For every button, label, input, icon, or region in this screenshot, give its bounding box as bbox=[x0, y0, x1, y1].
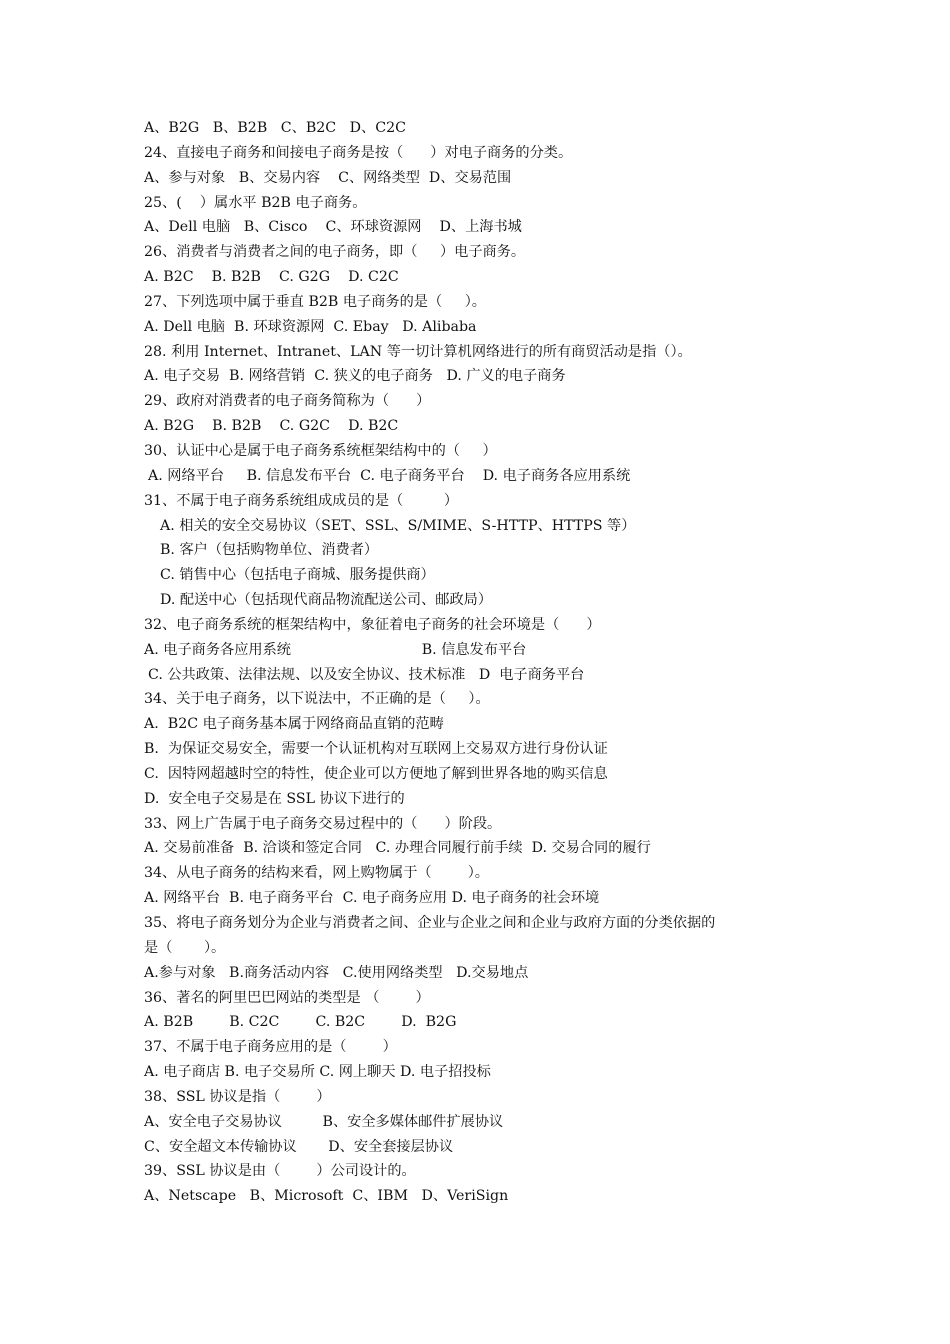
text-line: 34、关于电子商务，以下说法中，不正确的是（ ）。 bbox=[144, 691, 490, 708]
text-line: 39、SSL 协议是由（ ）公司设计的。 bbox=[144, 1163, 416, 1180]
text-line: B. 客户（包括购物单位、消费者） bbox=[160, 542, 379, 559]
text-line: A. B2C 电子商务基本属于网络商品直销的范畴 bbox=[144, 716, 444, 733]
text-line: C. 销售中心（包括电子商城、服务提供商） bbox=[160, 567, 435, 584]
text-line: 36、著名的阿里巴巴网站的类型是 （ ） bbox=[144, 989, 430, 1006]
text-line: C. 因特网超越时空的特性，使企业可以方便地了解到世界各地的购买信息 bbox=[144, 765, 608, 782]
text-line: 34、从电子商务的结构来看，网上购物属于（ ）。 bbox=[144, 865, 489, 882]
text-line: 27、下列选项中属于垂直 B2B 电子商务的是（ ）。 bbox=[144, 293, 486, 310]
text-line: A. B2G B. B2B C. G2C D. B2C bbox=[144, 418, 399, 435]
text-line: B. 为保证交易安全，需要一个认证机构对互联网上交易双方进行身份认证 bbox=[144, 741, 608, 758]
question-list bbox=[144, 116, 824, 1209]
text-line: 26、消费者与消费者之间的电子商务，即（ ）电子商务。 bbox=[144, 244, 526, 261]
text-line: 是（ ）。 bbox=[144, 939, 226, 956]
text-line: D. 安全电子交易是在 SSL 协议下进行的 bbox=[144, 790, 405, 807]
text-line: 32、电子商务系统的框架结构中，象征着电子商务的社会环境是（ ） bbox=[144, 616, 601, 633]
text-line: A、B2G B、B2B C、B2C D、C2C bbox=[144, 120, 406, 136]
text-line: D. 配送中心（包括现代商品物流配送公司、邮政局） bbox=[160, 592, 493, 609]
text-line: A、安全电子交易协议 B、安全多媒体邮件扩展协议 bbox=[144, 1113, 504, 1130]
text-line: 31、不属于电子商务系统组成成员的是（ ） bbox=[144, 492, 459, 509]
text-line: A. B2C B. B2B C. G2G D. C2C bbox=[144, 269, 399, 286]
text-line: C. 公共政策、法律法规、以及安全协议、技术标准 D 电子商务平台 bbox=[148, 666, 585, 683]
text-line: A. 电子交易 B. 网络营销 C. 狭义的电子商务 D. 广义的电子商务 bbox=[144, 368, 566, 385]
text-line: A. 电子商店 B. 电子交易所 C. 网上聊天 D. 电子招投标 bbox=[144, 1064, 491, 1081]
text-line: 24、直接电子商务和间接电子商务是按（ ）对电子商务的分类。 bbox=[144, 144, 573, 161]
text-line: 37、不属于电子商务应用的是（ ） bbox=[144, 1039, 397, 1056]
text-line: A. 网络平台 B. 信息发布平台 C. 电子商务平台 D. 电子商务各应用系统 bbox=[148, 467, 631, 484]
text-line: 35、将电子商务划分为企业与消费者之间、企业与企业之间和企业与政府方面的分类依据的 bbox=[144, 915, 716, 931]
text-line: 38、SSL 协议是指（ ） bbox=[144, 1088, 331, 1105]
text-line: 29、政府对消费者的电子商务简称为（ ） bbox=[144, 393, 431, 410]
text-line: A. Dell 电脑 B. 环球资源网 C. Ebay D. Alibaba bbox=[144, 318, 477, 335]
text-line: 28. 利用 Internet、Intranet、LAN 等一切计算机网络进行的所有商贸活动是指（）。 bbox=[144, 343, 692, 360]
text-line: A、参与对象 B、交易内容 C、网络类型 D、交易范围 bbox=[144, 169, 512, 186]
text-line: A. 电子商务各应用系统 B. 信息发布平台 bbox=[144, 641, 527, 658]
text-line: A. 相关的安全交易协议（SET、SSL、S/MIME、S-HTTP、HTTPS 等） bbox=[160, 517, 636, 534]
text-line: A. 交易前准备 B. 洽谈和签定合同 C. 办理合同履行前手续 D. 交易合同的履行 bbox=[144, 840, 651, 857]
text-line: A.参与对象 B.商务活动内容 C.使用网络类型 D.交易地点 bbox=[144, 964, 529, 981]
text-line: C、安全超文本传输协议 D、安全套接层协议 bbox=[144, 1138, 454, 1155]
text-line: 30、认证中心是属于电子商务系统框架结构中的（ ） bbox=[144, 442, 497, 459]
text-line: A. B2B B. C2C C. B2C D. B2G bbox=[144, 1014, 457, 1031]
text-line: 33、网上广告属于电子商务交易过程中的（ ）阶段。 bbox=[144, 815, 502, 832]
text-line: A、Netscape B、Microsoft C、IBM D、VeriSign bbox=[144, 1188, 509, 1205]
text-line: 25、( ）属水平 B2B 电子商务。 bbox=[144, 194, 367, 211]
text-line: A、Dell 电脑 B、Cisco C、环球资源网 D、上海书城 bbox=[144, 219, 522, 236]
text-line: A. 网络平台 B. 电子商务平台 C. 电子商务应用 D. 电子商务的社会环境 bbox=[144, 890, 600, 907]
